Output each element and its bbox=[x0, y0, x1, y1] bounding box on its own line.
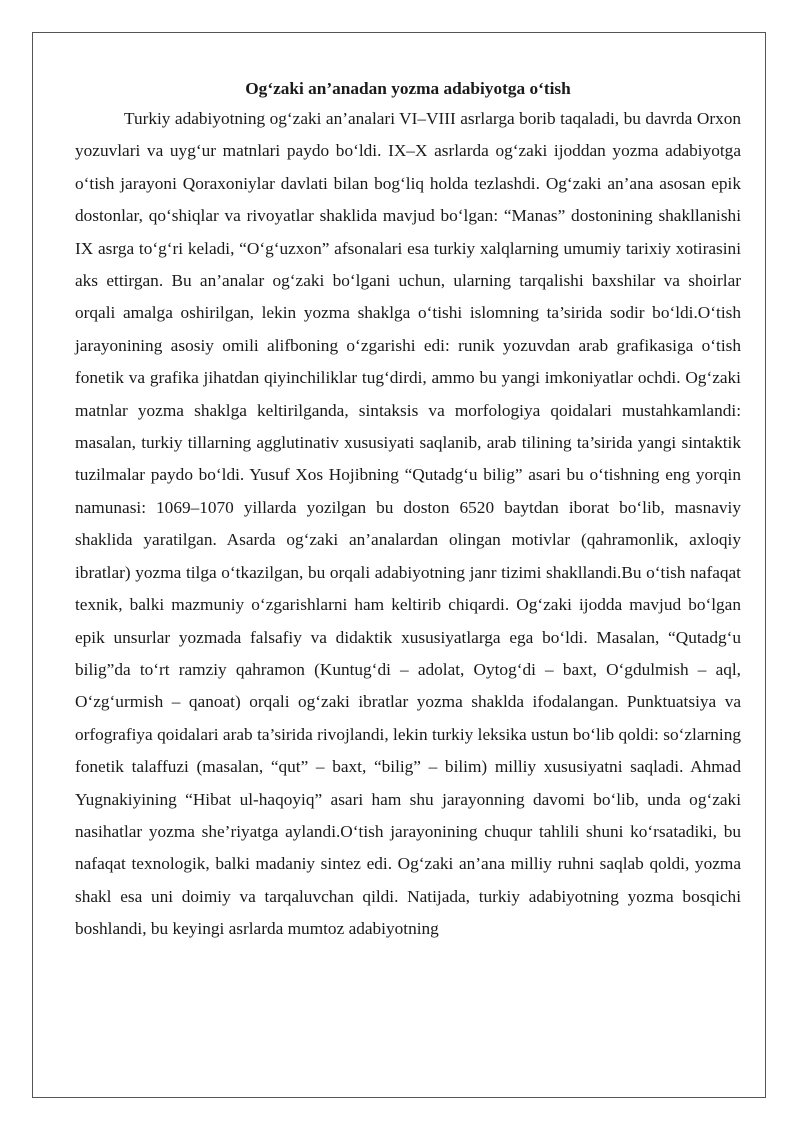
document-content bbox=[75, 74, 741, 946]
document-title: Og‘zaki an’anadan yozma adabiyotga o‘tish bbox=[245, 79, 571, 98]
body-paragraph: Turkiy adabiyotning og‘zaki an’analari VI–VIII asrlarga borib taqaladi, bu davrda Orxon yozuvlari va uyg‘ur matnlari paydo bo‘ldi. IX–X asrlarda og‘zaki ijoddan yozma adabiyotga o‘tish jarayoni Qoraxoniylar davlati bilan bog‘liq holda tezlashdi. Og‘zaki an’ana asosan epik dostonlar, qo‘shiqlar va rivoyatlar shaklida mavjud bo‘lgan: “Manas” dostonining shakllanishi IX asrga to‘g‘ri keladi, “O‘g‘uzxon” afsonalari esa turkiy xalqlarning umumiy tarixiy xotirasini aks ettirgan. Bu an’analar og‘zaki bo‘lgani uchun, ularning tarqalishi baxshilar va shoirlar orqali amalga oshirilgan, lekin yozma shaklga o‘tishi islomning ta’sirida sodir bo‘ldi.O‘tish jarayonining asosiy omili alifboning o‘zgarishi edi: runik yozuvdan arab grafikasiga o‘tish fonetik va grafika jihatdan qiyinchiliklar tug‘dirdi, ammo bu yangi imkoniyatlar ochdi. Og‘zaki matnlar yozma shaklga keltirilganda, sintaksis va morfologiya qoidalari mustahkamlandi: masalan, turkiy tillarning agglutinativ xususiyati saqlanib, arab tilining ta’sirida yangi sintaktik tuzilmalar paydo bo‘ldi. Yusuf Xos Hojibning “Qutadg‘u bilig” asari bu o‘tishning eng yorqin namunasi: 1069–1070 yillarda yozilgan bu doston 6520 baytdan iborat bo‘lib, masnaviy shaklida yaratilgan. Asarda og‘zaki an’analardan olingan motivlar (qahramonlik, axloqiy ibratlar) yozma tilga o‘tkazilgan, bu orqali adabiyotning janr tizimi shakllandi.Bu o‘tish nafaqat texnik, balki mazmuniy o‘zgarishlarni ham keltirib chiqardi. Og‘zaki ijodda mavjud bo‘lgan epik unsurlar yozmada falsafiy va didaktik xususiyatlarga ega bo‘ldi. Masalan, “Qutadg‘u bilig”da to‘rt ramziy qahramon (Kuntug‘di – adolat, Oytog‘di – baxt, O‘gdulmish – aql, O‘zg‘urmish – qanoat) orqali og‘zaki ibratlar yozma shaklda ifodalangan. Punktuatsiya va orfografiya qoidalari arab ta’sirida rivojlandi, lekin turkiy leksika ustun bo‘lib qoldi: so‘zlarning fonetik talaffuzi (masalan, “qut” – baxt, “bilig” – bilim) milliy xususiyatni saqladi. Ahmad Yugnakiyining “Hibat ul-haqoyiq” asari ham shu jarayonning davomi bo‘lib, unda og‘zaki nasihatlar yozma she’riyatga aylandi.O‘tish jarayonining chuqur tahlili shuni ko‘rsatadiki, bu nafaqat texnologik, balki madaniy sintez edi. Og‘zaki an’ana milliy ruhni saqlab qoldi, yozma shakl esa uni doimiy va tarqaluvchan qildi. Natijada, turkiy adabiyotning yozma bosqichi boshlandi, bu keyingi asrlarda mumtoz adabiyotning bbox=[75, 109, 741, 939]
